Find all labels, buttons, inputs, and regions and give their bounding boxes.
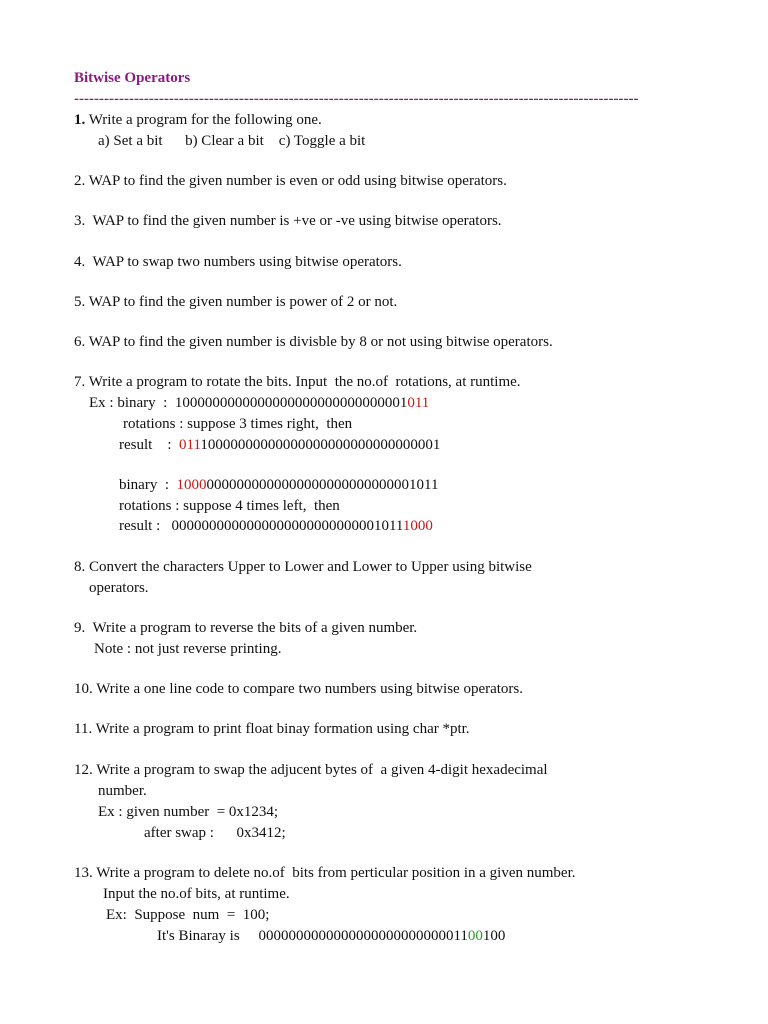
question-11: 11. Write a program to print float binay formation using char *ptr. [74, 721, 470, 737]
question-13-binary-value: It's Binaray is 0000000000000000000000000011 [157, 928, 468, 944]
question-1-number: 1. [74, 112, 86, 128]
question-13: 13. Write a program to delete no.of bits from perticular position in a given number. [74, 865, 576, 881]
question-7: 7. Write a program to rotate the bits. Input the no.of rotations, at runtime. [74, 374, 521, 390]
question-13-highlight: 00 [467, 928, 483, 944]
question-10: 10. Write a one line code to compare two numbers using bitwise operators. [74, 681, 524, 697]
example-2-result-highlight: 1000 [402, 518, 433, 534]
question-1-text: Write a program for the following one. [85, 112, 322, 128]
example-1-highlight: 011 [407, 395, 430, 411]
example-1-result-value: 10000000000000000000000000000001 [200, 437, 441, 453]
question-1 [74, 111, 322, 129]
question-4: 4. WAP to swap two numbers using bitwise operators. [74, 254, 402, 270]
example-2-highlight: 1000 [176, 477, 207, 493]
example-2-binary-label: binary : [119, 477, 177, 493]
example-1-rotations: rotations : suppose 3 times right, then [123, 416, 353, 432]
example-2-result-value: result : 0000000000000000000000000001011 [119, 518, 403, 534]
question-2: 2. WAP to find the given number is even or odd using bitwise operators. [74, 173, 507, 189]
question-5: 5. WAP to find the given number is power of 2 or not. [74, 294, 398, 310]
question-13-example: Ex: Suppose num = 100; [106, 907, 270, 923]
example-2-rotations: rotations : suppose 4 times left, then [119, 498, 340, 514]
example-1-binary [89, 394, 429, 412]
question-8-continued: operators. [89, 580, 149, 596]
example-2-binary [119, 476, 438, 494]
question-13-binary-tail: 100 [482, 928, 506, 944]
example-2-result [119, 517, 433, 535]
question-3: 3. WAP to find the given number is +ve or -ve using bitwise operators. [74, 213, 502, 229]
question-9: 9. Write a program to reverse the bits of a given number. [74, 620, 418, 636]
title-rule: ----------------------------------------------------------------------------------------------------------------- [74, 91, 639, 107]
question-13-input: Input the no.of bits, at runtime. [103, 886, 290, 902]
example-1-result-highlight: 011 [179, 437, 201, 453]
question-12-after-swap: after swap : 0x3412; [144, 825, 286, 841]
example-2-binary-value: 0000000000000000000000000001011 [206, 477, 439, 493]
example-1-result [119, 436, 440, 454]
question-13-binary [157, 927, 505, 945]
question-9-note: Note : not just reverse printing. [94, 641, 282, 657]
question-12-continued: number. [98, 783, 147, 799]
question-12-example: Ex : given number = 0x1234; [98, 804, 279, 820]
example-1-result-label: result : [119, 437, 179, 453]
document-title: Bitwise Operators [74, 70, 191, 86]
question-6: 6. WAP to find the given number is divisble by 8 or not using bitwise operators. [74, 334, 553, 350]
question-1-options: a) Set a bit b) Clear a bit c) Toggle a bit [98, 133, 366, 149]
question-12: 12. Write a program to swap the adjucent bytes of a given 4-digit hexadecimal [74, 762, 548, 778]
question-8: 8. Convert the characters Upper to Lower and Lower to Upper using bitwise [74, 559, 532, 575]
example-1-binary-value: Ex : binary : 1000000000000000000000000000001 [89, 395, 408, 411]
